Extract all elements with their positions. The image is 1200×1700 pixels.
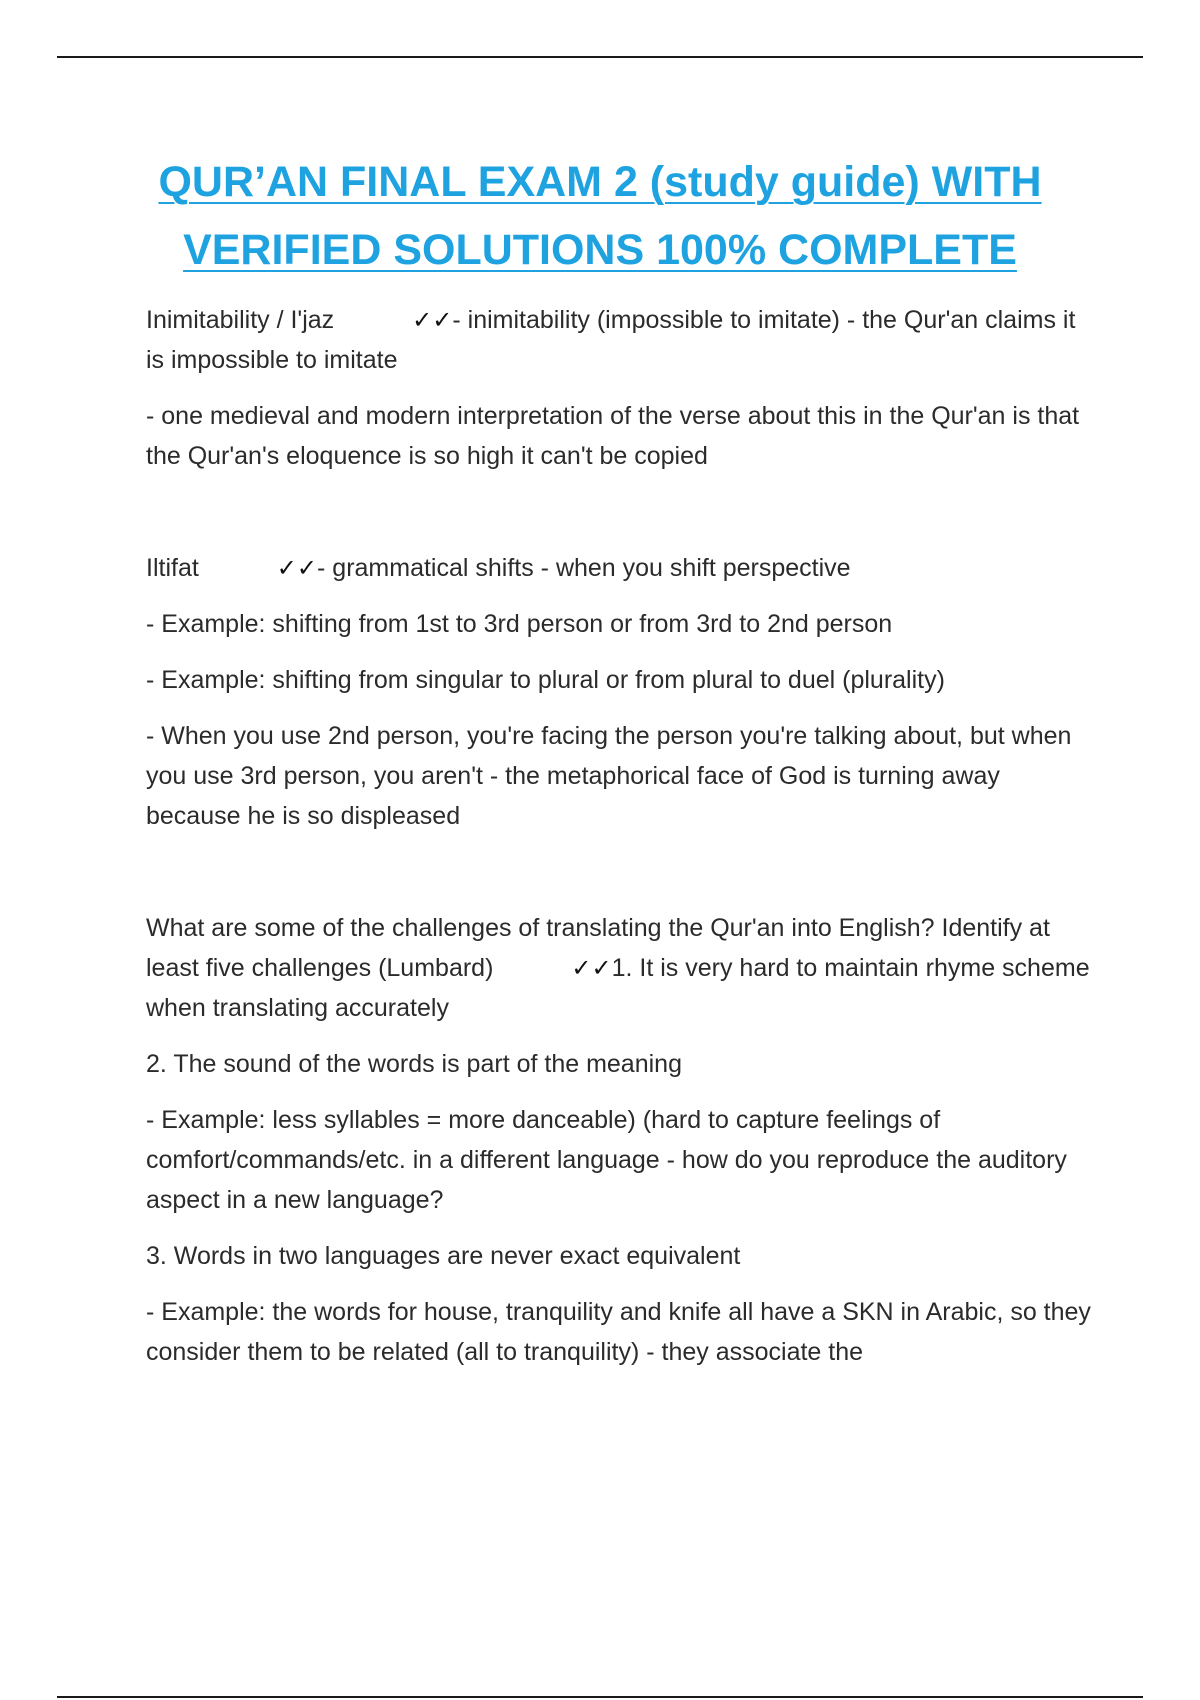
document-body bbox=[146, 300, 1096, 1388]
q2-entry bbox=[146, 548, 1096, 588]
q3-term: What are some of the challenges of translating the Qur'an into English? Identify at least five challenges (Lumbard) bbox=[146, 914, 1050, 982]
q2-answer: - grammatical shifts - when you shift perspective bbox=[317, 554, 851, 582]
q2-paragraph-2: - Example: shifting from 1st to 3rd person or from 3rd to 2nd person bbox=[146, 610, 893, 638]
top-rule bbox=[57, 56, 1143, 58]
q3-paragraph-4: 3. Words in two languages are never exact equivalent bbox=[146, 1242, 741, 1270]
q2-term: Iltifat bbox=[146, 554, 199, 582]
q3-entry bbox=[146, 908, 1096, 1028]
q2-paragraph-4: - When you use 2nd person, you're facing the person you're talking about, but when you use 3rd person, you aren't - the metaphorical face of God is turning away because he is so displeased bbox=[146, 722, 1072, 830]
q2-paragraph-3: - Example: shifting from singular to plural or from plural to duel (plurality) bbox=[146, 666, 945, 694]
q3-paragraph-3: - Example: less syllables = more danceable) (hard to capture feelings of comfort/commands/etc. in a different language - how do you reproduce the auditory aspect in a new language? bbox=[146, 1106, 1067, 1214]
q3-answer: 1. It is very hard to maintain rhyme scheme when translating accurately bbox=[146, 954, 1090, 1022]
q1-paragraph-2: - one medieval and modern interpretation of the verse about this in the Qur'an is that the Qur'an's eloquence is so high it can't be copied bbox=[146, 402, 1080, 470]
title-line-1: QUR’AN FINAL EXAM 2 (study guide) WITH bbox=[158, 158, 1042, 206]
check-icon: ✓✓ bbox=[571, 954, 612, 982]
q1-answer: - inimitability (impossible to imitate) - the Qur'an claims it is impossible to imitate bbox=[146, 306, 1076, 374]
document-title bbox=[100, 148, 1100, 284]
check-icon: ✓✓ bbox=[276, 554, 318, 582]
q3-paragraph-2: 2. The sound of the words is part of the meaning bbox=[146, 1050, 682, 1078]
bottom-rule bbox=[57, 1696, 1143, 1698]
q1-entry bbox=[146, 300, 1096, 380]
q1-term: Inimitability / I'jaz bbox=[146, 306, 335, 334]
check-icon: ✓✓ bbox=[412, 306, 453, 334]
title-line-2: VERIFIED SOLUTIONS 100% COMPLETE bbox=[183, 226, 1017, 274]
q3-paragraph-5: - Example: the words for house, tranquility and knife all have a SKN in Arabic, so they consider them to be related (all to tranquility) - they associate the bbox=[146, 1298, 1091, 1366]
